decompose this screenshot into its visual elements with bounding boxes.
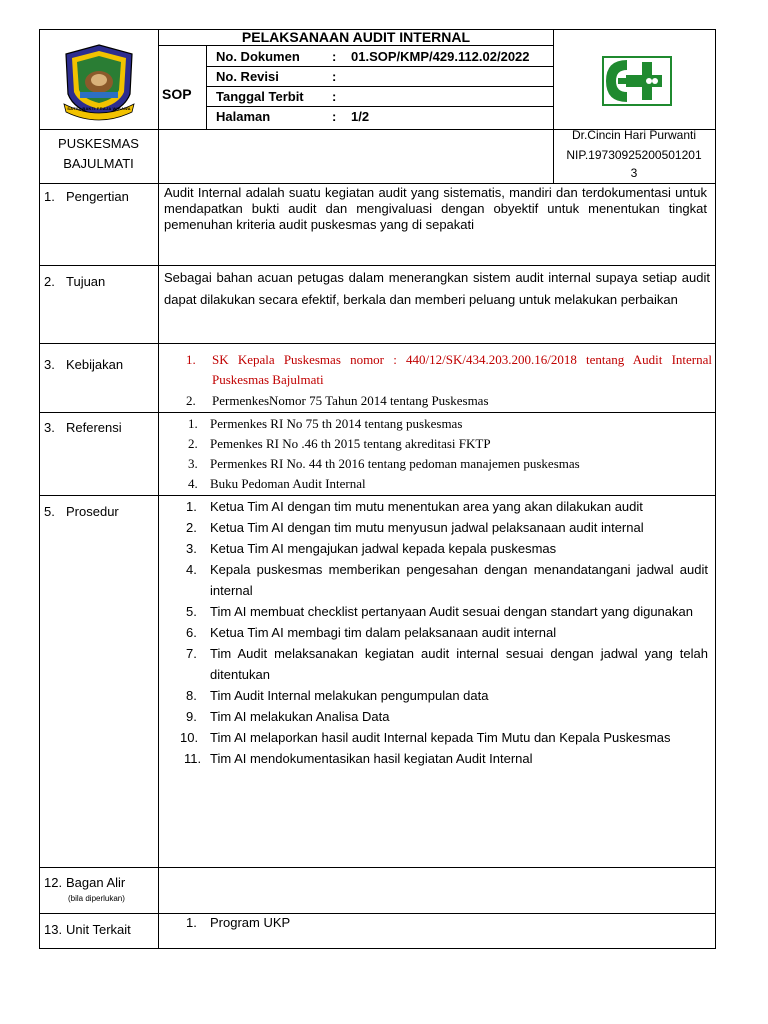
tujuan-text: Sebagai bahan acuan petugas dalam menerangkan sistem audit internal supaya setiap audit dapat dilakukan secara efektif, berkala dan memberi peluang untuk melakukan perbaikan (164, 270, 710, 307)
divider-logo (158, 29, 159, 183)
border-bottom (39, 948, 716, 949)
signer-nip: NIP.19730925200501201 (566, 148, 702, 162)
section-title: Prosedur (66, 504, 119, 519)
list-text: Tim AI melaporkan hasil audit Internal kepada Tim Mutu dan Kepala Puskesmas (210, 730, 671, 745)
list-number: 2. (188, 436, 198, 451)
section-title: Referensi (66, 420, 122, 435)
list-text: Pemenkes RI No .46 th 2015 tentang akreditasi FKTP (210, 436, 491, 451)
list-text: Permenkes RI No. 44 th 2016 tentang pedoman manajemen puskesmas (210, 456, 580, 471)
line-sec-3 (39, 343, 716, 344)
list-text: Ketua Tim AI dengan tim mutu menyusun jadwal pelaksanaan audit internal (210, 520, 644, 535)
section-title: Pengertian (66, 189, 129, 204)
list-item (180, 727, 708, 748)
list-item (186, 559, 708, 601)
section-number: 2. (44, 274, 55, 289)
list-item (186, 748, 708, 769)
section-number: 13. (44, 922, 63, 937)
list-item (186, 601, 708, 622)
list-item (186, 706, 708, 727)
field-label: Halaman (216, 109, 271, 124)
line-title (158, 45, 554, 46)
org-name-line2: BAJULMATI (63, 156, 134, 171)
list-text: Kepala puskesmas memberikan pengesahan dengan menandatangani jadwal audit internal (210, 562, 708, 598)
list-item (186, 517, 708, 538)
list-item (186, 685, 708, 706)
field-separator: : (332, 49, 337, 64)
list-item (186, 350, 712, 390)
list-text: Buku Pedoman Audit Internal (210, 476, 366, 491)
field-separator: : (332, 89, 337, 104)
list-text: Ketua Tim AI membagi tim dalam pelaksanaan audit internal (210, 625, 557, 640)
divider-label-col (158, 183, 159, 949)
list-text: Tim Audit melaksanakan kegiatan audit internal sesuai dengan jadwal yang telah ditentukan (210, 646, 708, 682)
line-sec-6 (39, 867, 716, 868)
field-value: 01.SOP/KMP/429.112.02/2022 (351, 49, 530, 64)
field-label: Tanggal Terbit (216, 89, 304, 104)
list-item (186, 643, 708, 685)
list-item (188, 474, 710, 494)
field-label: No. Dokumen (216, 49, 300, 64)
divider-sop (206, 45, 207, 129)
list-number: 1. (186, 499, 197, 514)
list-number: 3. (188, 456, 198, 471)
section-title: Kebijakan (66, 357, 124, 372)
list-text: Ketua Tim AI dengan tim mutu menentukan area yang akan dilakukan audit (210, 499, 643, 514)
line-sec-4 (39, 412, 716, 413)
section-number: 5. (44, 504, 55, 519)
list-number: 1. (186, 352, 196, 367)
field-label: No. Revisi (216, 69, 279, 84)
list-item (186, 391, 712, 411)
list-number: 2. (186, 520, 197, 535)
emblem-motto: SATYA BAKTI PRAJA WIBAWA (67, 106, 131, 111)
list-number: 4. (186, 562, 197, 577)
section-number: 3. (44, 420, 55, 435)
line-sec-2 (39, 265, 716, 266)
list-text: SK Kepala Puskesmas nomor : 440/12/SK/434.203.200.16/2018 tentang Audit Internal Puskesmas Bajulmati (212, 352, 712, 387)
list-text: Tim AI melakukan Analisa Data (210, 709, 390, 724)
line-sec-1 (39, 183, 716, 184)
signer-name: Dr.Cincin Hari Purwanti (571, 128, 697, 142)
sop-label: SOP (162, 86, 192, 102)
list-number: 9. (186, 709, 197, 724)
list-text: Tim AI membuat checklist pertanyaan Audit sesuai dengan standart yang digunakan (210, 604, 693, 619)
list-number: 10. (180, 730, 199, 745)
referensi-list (188, 414, 710, 494)
line-field-3 (206, 106, 554, 107)
field-separator: : (332, 69, 337, 84)
section-number: 12. (44, 875, 63, 890)
list-number: 2. (186, 393, 196, 408)
list-item (186, 622, 708, 643)
list-number: 6. (186, 625, 197, 640)
field-value: 1/2 (351, 109, 370, 124)
section-title: Unit Terkait (66, 922, 131, 937)
document-title: PELAKSANAAN AUDIT INTERNAL (241, 29, 471, 45)
field-separator: : (332, 109, 337, 124)
section-title: Tujuan (66, 274, 106, 289)
list-number: 1. (186, 915, 197, 930)
list-item (186, 496, 708, 517)
list-number: 7. (186, 646, 197, 661)
list-text: Ketua Tim AI mengajukan jadwal kepada kepala puskesmas (210, 541, 557, 556)
kebijakan-list (186, 350, 712, 411)
list-number: 11. (184, 751, 202, 766)
pengertian-text: Audit Internal adalah suatu kegiatan audit yang sistematis, mandiri dan terdokumentasi untuk mendapatkan bukti audit dan mengivaluasi dengan obyektif untuk menentukan tingkat pemenuhan kriteria audit puskesmas yang di sepakati (164, 185, 707, 232)
prosedur-list (180, 496, 708, 769)
list-item (188, 454, 710, 474)
list-number: 5. (186, 604, 197, 619)
list-item (186, 914, 708, 932)
health-cross-icon (602, 56, 672, 106)
section-note: (bila diperlukan) (68, 894, 125, 903)
list-item (188, 414, 710, 434)
section-number: 1. (44, 189, 55, 204)
list-item (188, 434, 710, 454)
section-title: Bagan Alir (66, 875, 126, 890)
list-text: Tim AI mendokumentasikan hasil kegiatan Audit Internal (210, 751, 533, 766)
list-text: Tim Audit Internal melakukan pengumpulan data (210, 688, 489, 703)
unit-terkait-list (186, 914, 708, 932)
list-number: 4. (188, 476, 198, 491)
list-number: 1. (188, 416, 198, 431)
list-number: 3. (186, 541, 197, 556)
org-name-line1: PUSKESMAS (58, 136, 139, 151)
line-field-2 (206, 86, 554, 87)
border-right (715, 29, 716, 949)
list-item (186, 538, 708, 559)
list-number: 8. (186, 688, 197, 703)
list-text: Program UKP (210, 915, 291, 930)
list-text: PermenkesNomor 75 Tahun 2014 tentang Puskesmas (212, 393, 489, 408)
signer-nip-cont: 3 (630, 166, 638, 180)
section-number: 3. (44, 357, 55, 372)
line-field-1 (206, 66, 554, 67)
list-text: Permenkes RI No 75 th 2014 tentang puskesmas (210, 416, 463, 431)
